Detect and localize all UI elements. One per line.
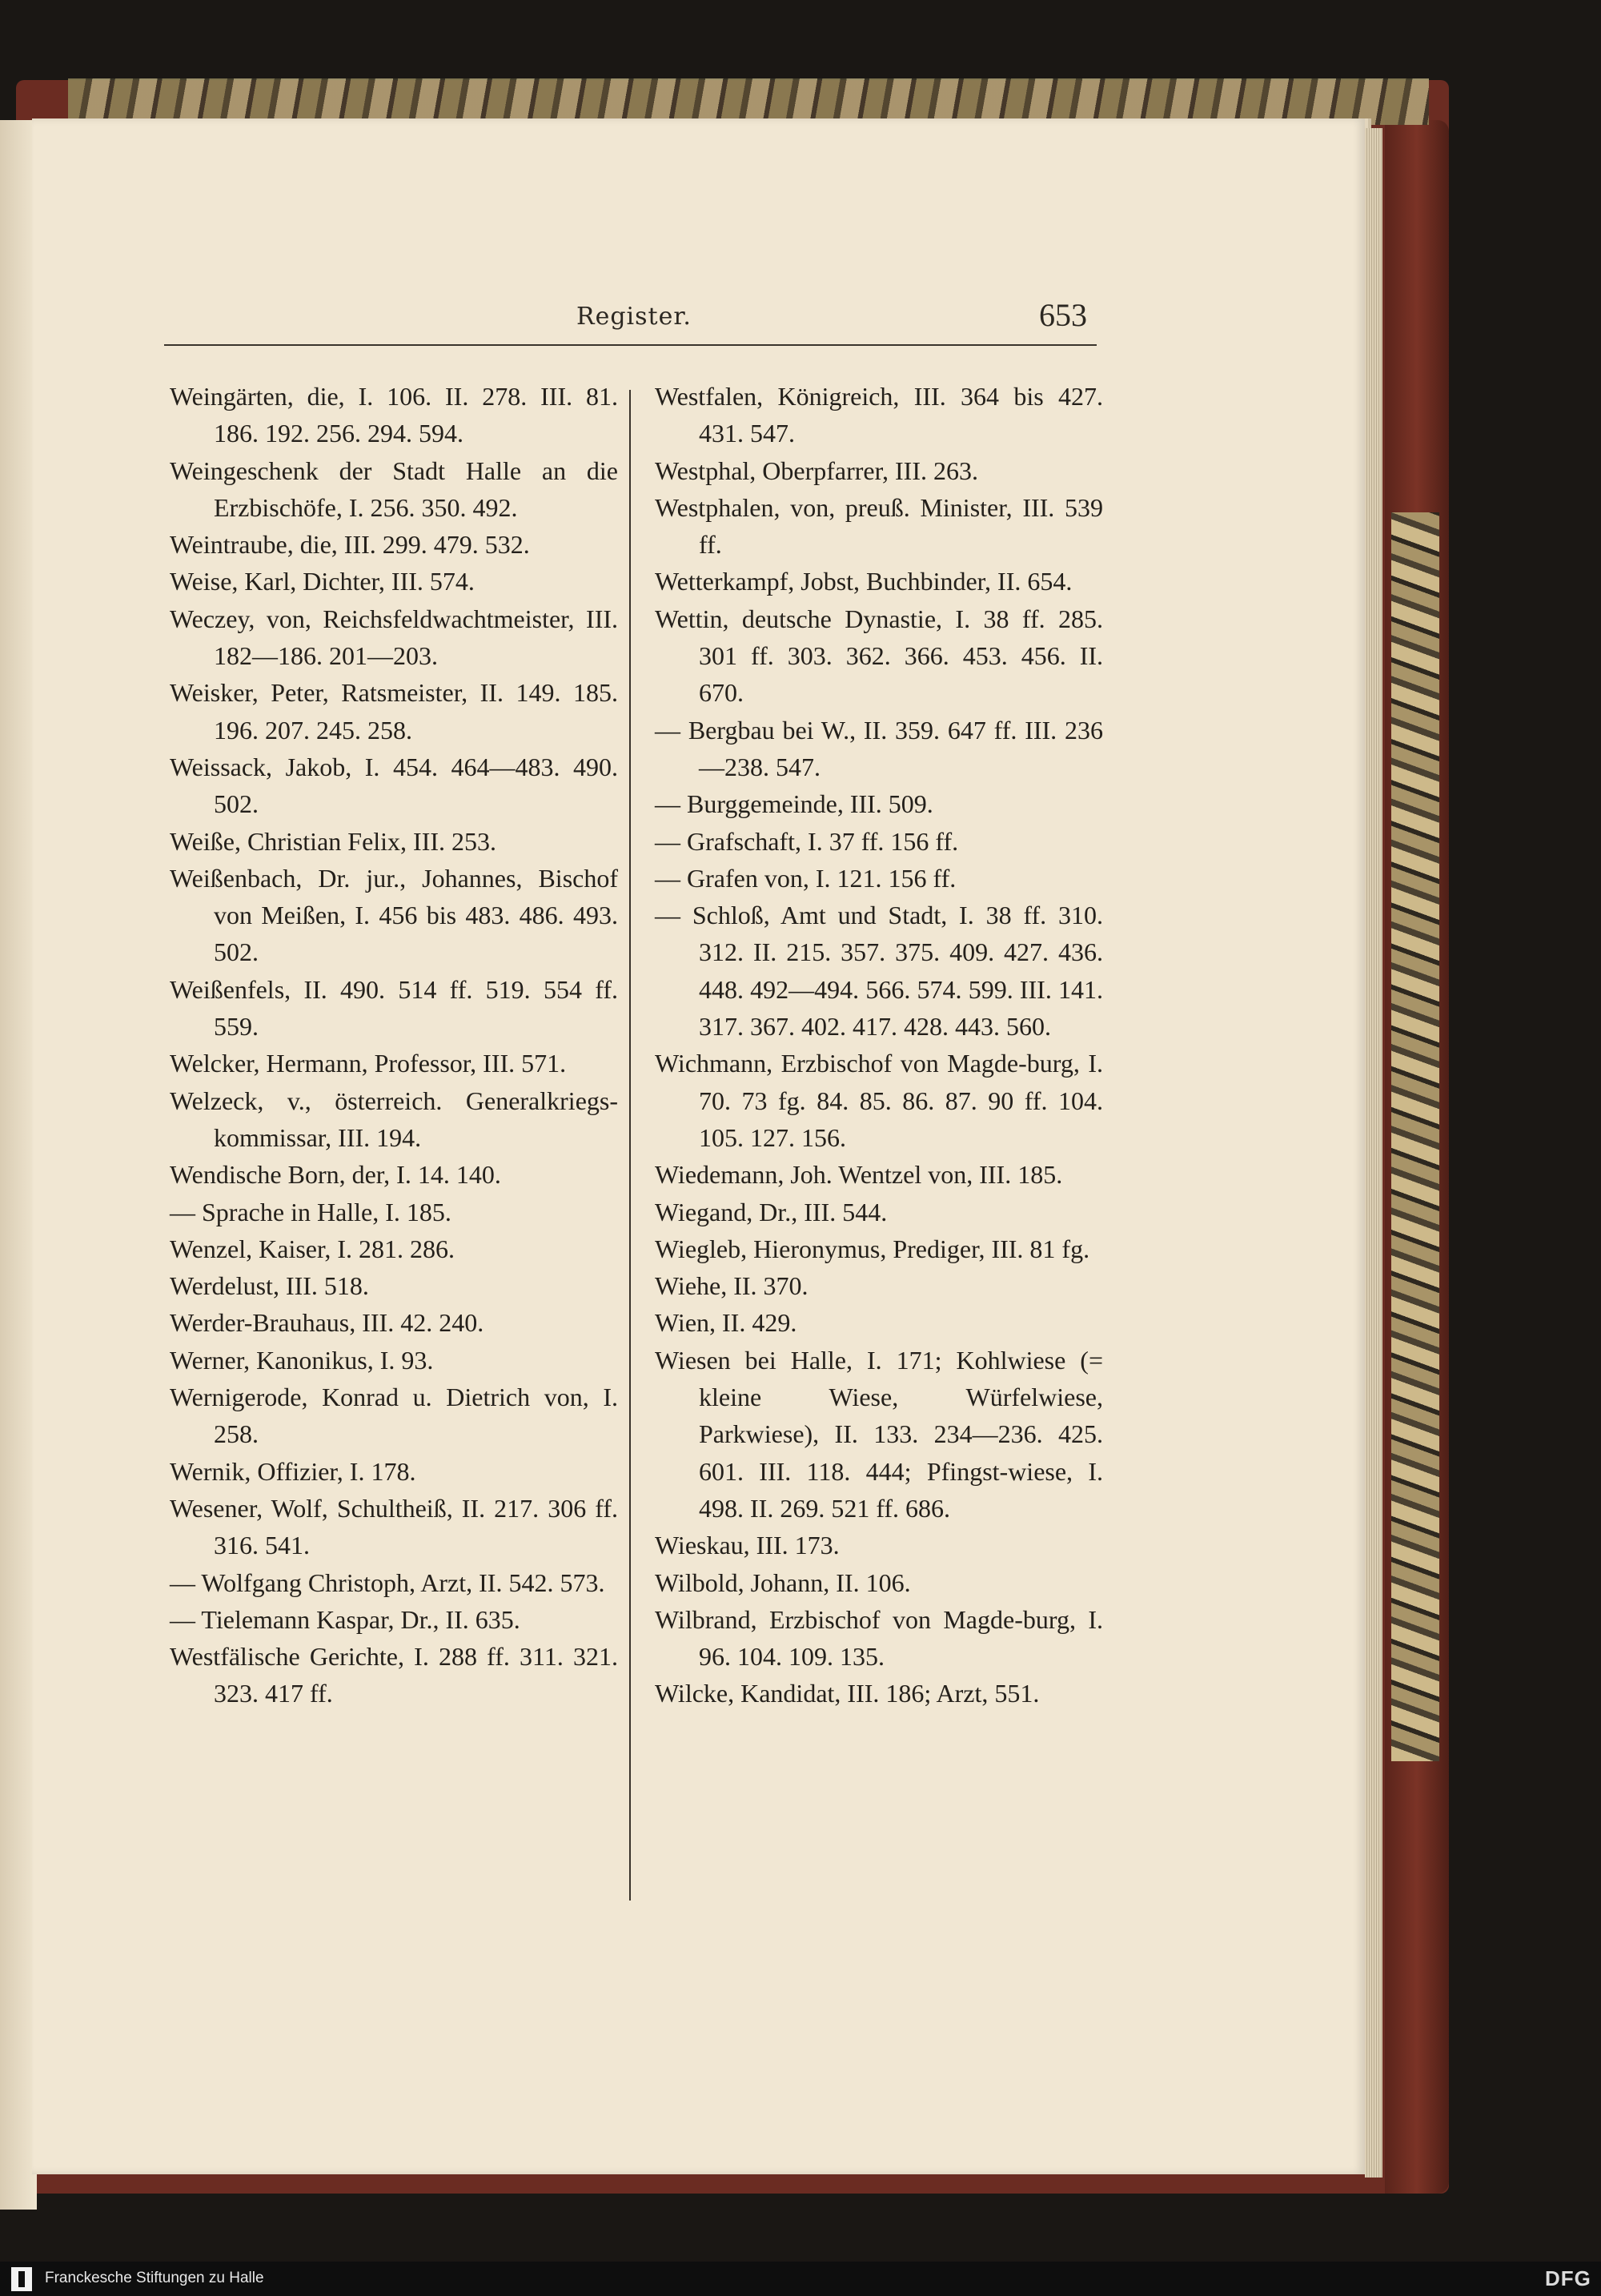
index-entry: Wieskau, III. 173.	[655, 1531, 840, 1560]
index-entry: — Bergbau bei W., II. 359. 647 ff. III. 236—238. 547.	[655, 715, 1103, 781]
index-entry: Wenzel, Kaiser, I. 281. 286.	[170, 1234, 455, 1263]
index-entry: Weingärten, die, I. 106. II. 278. III. 81. 186. 192. 256. 294. 594.	[170, 382, 618, 448]
index-entry: Weczey, von, Reichsfeldwachtmeister, III. 182—186. 201—203.	[170, 604, 618, 671]
index-entry: Wilbold, Johann, II. 106.	[655, 1567, 911, 1597]
index-entry: Wernik, Offizier, I. 178.	[170, 1456, 416, 1486]
page-stack-edges	[1365, 128, 1382, 2178]
index-entry: Weiße, Christian Felix, III. 253.	[170, 826, 497, 856]
index-entry: Weingeschenk der Stadt Halle an die Erzbischöfe, I. 256. 350. 492.	[170, 456, 618, 522]
index-entry: Westphal, Oberpfarrer, III. 263.	[655, 456, 978, 485]
index-entry: Wesener, Wolf, Schultheiß, II. 217. 306 ff. 316. 541.	[170, 1493, 618, 1560]
institution-name: Franckesche Stiftungen zu Halle	[45, 2270, 264, 2286]
index-entry: Werner, Kanonikus, I. 93.	[170, 1345, 434, 1375]
index-entry: Werdelust, III. 518.	[170, 1271, 369, 1301]
index-entry: Weißenbach, Dr. jur., Johannes, Bischof von Meißen, I. 456 bis 483. 486. 493. 502.	[170, 863, 618, 967]
institution-logo-icon	[11, 2267, 32, 2291]
index-entry: — Burggemeinde, III. 509.	[655, 789, 933, 819]
index-entry: Wiegand, Dr., III. 544.	[655, 1197, 888, 1226]
page-number: 653	[1039, 297, 1087, 333]
index-entry: — Grafen von, I. 121. 156 ff.	[655, 863, 957, 893]
column-divider	[629, 390, 631, 1901]
dfg-logo: DFG	[1545, 2266, 1591, 2290]
index-entry: Wetterkampf, Jobst, Buchbinder, II. 654.	[655, 567, 1073, 596]
index-entry: Wiedemann, Joh. Wentzel von, III. 185.	[655, 1160, 1063, 1190]
index-entry: Weintraube, die, III. 299. 479. 532.	[170, 530, 530, 560]
index-entry: Wiegleb, Hieronymus, Prediger, III. 81 fg.	[655, 1234, 1090, 1263]
index-column-right	[655, 378, 1103, 1712]
viewer-footer	[0, 2262, 1601, 2296]
index-entry: Wichmann, Erzbischof von Magde-burg, I. 70. 73 fg. 84. 85. 86. 87. 90 ff. 104. 105. 127. 156.	[655, 1049, 1103, 1152]
index-entry: Wernigerode, Konrad u. Dietrich von, I. 258.	[170, 1383, 618, 1449]
index-entry: Werder-Brauhaus, III. 42. 240.	[170, 1308, 484, 1338]
index-entry: Wettin, deutsche Dynastie, I. 38 ff. 285. 301 ff. 303. 362. 366. 453. 456. II. 670.	[655, 604, 1103, 708]
index-entry: Wien, II. 429.	[655, 1308, 797, 1338]
index-entry: Weissack, Jakob, I. 454. 464—483. 490. 502.	[170, 752, 618, 819]
index-entry: — Tielemann Kaspar, Dr., II. 635.	[170, 1604, 520, 1634]
index-entry: — Grafschaft, I. 37 ff. 156 ff.	[655, 826, 959, 856]
index-entry: Wendische Born, der, I. 14. 140.	[170, 1160, 501, 1190]
index-entry: Wiesen bei Halle, I. 171; Kohlwiese (= kleine Wiese, Würfelwiese, Parkwiese), II. 133. 234—236. 425. 601. III. 118. 444; Pfingst-wiese, I. 498. II. 269. 521 ff. 686.	[655, 1345, 1103, 1523]
index-entry: — Schloß, Amt und Stadt, I. 38 ff. 310. 312. II. 215. 357. 375. 409. 427. 436. 448. 492—494. 566. 574. 599. III. 141. 317. 367. 402. 417. 428. 443. 560.	[655, 901, 1103, 1042]
index-entry: Wilbrand, Erzbischof von Magde-burg, I. 96. 104. 109. 135.	[655, 1604, 1103, 1672]
index-entry: Weise, Karl, Dichter, III. 574.	[170, 567, 475, 596]
index-entry: Weißenfels, II. 490. 514 ff. 519. 554 ff. 559.	[170, 974, 618, 1042]
index-entry: Westphalen, von, preuß. Minister, III. 539 ff.	[655, 492, 1103, 560]
header-rule	[164, 344, 1097, 346]
index-entry: Weisker, Peter, Ratsmeister, II. 149. 185. 196. 207. 245. 258.	[170, 678, 618, 745]
index-entry: Wiehe, II. 370.	[655, 1271, 809, 1301]
index-entry: Welcker, Hermann, Professor, III. 571.	[170, 1049, 567, 1078]
index-entry: — Wolfgang Christoph, Arzt, II. 542. 573.	[170, 1567, 605, 1597]
marbled-endpaper-right	[1391, 512, 1439, 1761]
index-entry: Welzeck, v., österreich. Generalkriegs-kommissar, III. 194.	[170, 1086, 618, 1152]
index-entry: Wilcke, Kandidat, III. 186; Arzt, 551.	[655, 1679, 1040, 1708]
index-entry: — Sprache in Halle, I. 185.	[170, 1197, 451, 1226]
index-column-left	[170, 378, 618, 1712]
running-head: Register.	[576, 303, 692, 331]
index-entry: Westfälische Gerichte, I. 288 ff. 311. 321. 323. 417 ff.	[170, 1642, 618, 1708]
index-entry: Westfalen, Königreich, III. 364 bis 427. 431. 547.	[655, 382, 1103, 448]
